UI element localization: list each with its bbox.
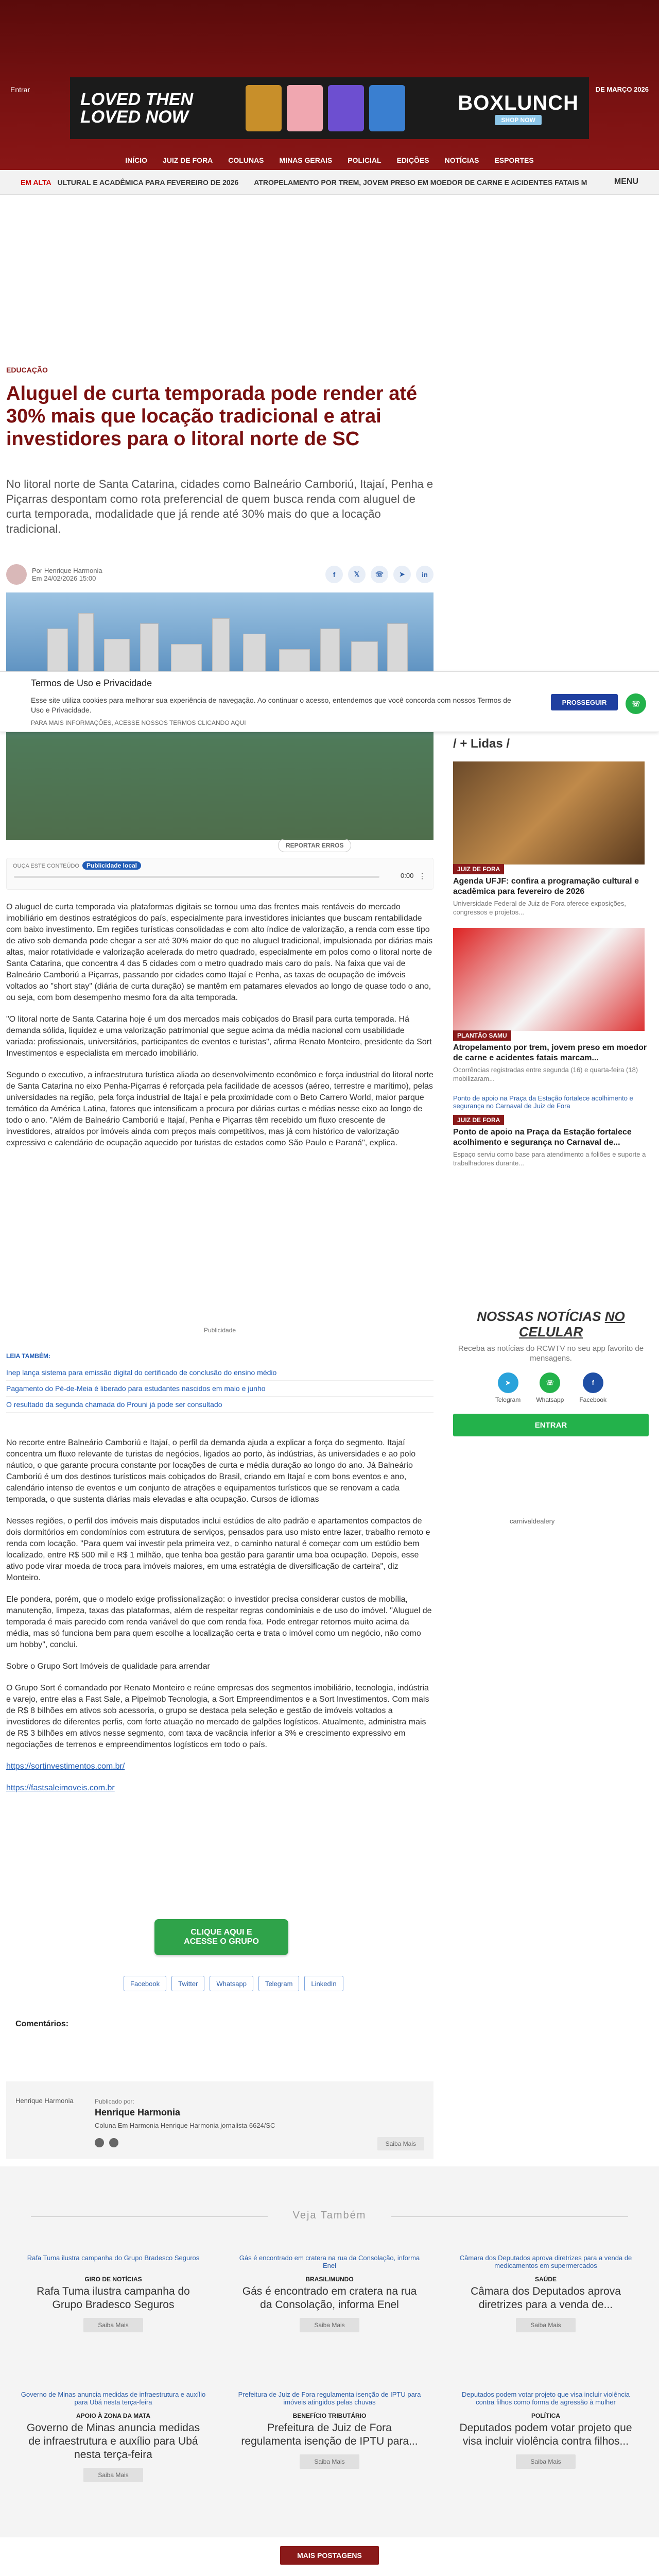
- see-also-card[interactable]: [21, 2254, 206, 2332]
- related-title: LEIA TAMBÉM:: [6, 1352, 50, 1360]
- app-telegram[interactable]: [495, 1372, 521, 1403]
- see-also-card[interactable]: [453, 2254, 638, 2332]
- most-read-card[interactable]: [453, 761, 649, 917]
- related-item[interactable]: Pagamento do Pé-de-Meia é liberado para estudantes nascidos em maio e junho: [6, 1381, 433, 1397]
- ad-figure: [328, 85, 364, 131]
- trending-ticker: [0, 170, 659, 195]
- card-sub: Ocorrências registradas entre segunda (16) e quarta-feira (18) mobilizaram...: [453, 1066, 638, 1082]
- card-more-button[interactable]: Saiba Mais: [300, 2454, 359, 2469]
- card-image-alt: Deputados podem votar projeto que visa incluir violência contra filhos como forma de agressão à mulher: [462, 2391, 630, 2406]
- most-read-heading: / + Lidas /: [453, 737, 510, 751]
- article-byline: [6, 562, 433, 587]
- whatsapp-group-label: CLIQUE AQUI E ACESSE O GRUPO: [184, 1928, 259, 1946]
- author-box: [6, 2081, 433, 2159]
- widget-apps: [453, 1372, 649, 1403]
- app-label: Whatsapp: [536, 1396, 564, 1403]
- audio-time: 0:00: [401, 872, 414, 879]
- paragraph: Nesses regiões, o perfil dos imóveis mais disputados inclui estúdios de alto padrão e apartamentos compactos de dois dormitórios em condomínios com estrutura de serviços, pensados para uso misto entre lazer, trabalho remoto e renda com locação. "Para quem vai investir pela primeira vez, o caminho natural é começar com um estúdio bem localizado, entre R$ 500 mil e R$ 1 milhão, que tenha boa gestão para garantir uma boa ocupação. Depois, esse ativo pode virar moeda de troca para imóveis maiores, em uma estratégia de diversificação de carteira", diz Monteiro.: [6, 1517, 430, 1582]
- cookie-body: Esse site utiliza cookies para melhorar sua experiência de navegação. Ao continuar o acesso, entendemos que você concorda com nossos Termos de Uso e Privacidade.: [31, 696, 511, 714]
- card-image-alt: Ponto de apoio na Praça da Estação fortalece acolhimento e segurança no Carnaval de Juiz de Fora: [453, 1094, 633, 1110]
- whatsapp-float-icon[interactable]: ☏: [626, 693, 646, 714]
- menu-button[interactable]: MENU: [614, 177, 638, 186]
- paragraph: No recorte entre Balneário Camboriú e Itajaí, o perfil da demanda ajuda a explicar a força do segmento. Itajaí concentra um fluxo relevante de turistas de negócios, ligados ao porto, às indústrias, às universidades e ao polo náutico, o que garante procura constante por locações de curta e média duração ao longo do ano. Já Balneário Camboriú é um dos destinos turísticos mais cobiçados do Brasil, criando em Itajaí e com bons eventos e ano, calendário intenso de eventos e um conjunto de atrações e equipamentos turísticos que se renovam a cada temporada, o que sustenta diárias mais elevadas e alta ocupação. Cursos de idiomas: [6, 1438, 416, 1504]
- card-title: Deputados podem votar projeto que visa incluir violência contra filhos...: [459, 2422, 632, 2447]
- cookie-accept-button[interactable]: PROSSEGUIR: [551, 694, 618, 710]
- nav-edicoes[interactable]: EDIÇÕES: [396, 156, 429, 164]
- ad-figure: [369, 85, 405, 131]
- social-icon[interactable]: [109, 2138, 118, 2147]
- card-more-button[interactable]: Saiba Mais: [300, 2318, 359, 2332]
- mobile-news-widget: [453, 1309, 649, 1436]
- card-category: POLÍTICA: [531, 2412, 560, 2419]
- nav-inicio[interactable]: INÍCIO: [125, 156, 148, 164]
- card-image-alt: Rafa Tuma ilustra campanha do Grupo Bradesco Seguros: [27, 2254, 200, 2262]
- article-lead: No litoral norte de Santa Catarina, cidades como Balneário Camboriú, Itajaí, Penha e Piçarras despontam como rota preferencial de quem busca renda com aluguel de curta temporada, modalidade que já rende até 30% mais do que a locação tradicional.: [6, 478, 433, 535]
- byline-text: [32, 567, 102, 582]
- see-also-card[interactable]: [21, 2391, 206, 2482]
- article-category[interactable]: EDUCAÇÃO: [6, 366, 48, 374]
- card-more-button[interactable]: Saiba Mais: [83, 2468, 143, 2482]
- share-telegram-button[interactable]: Telegram: [258, 1976, 299, 1991]
- share-whatsapp-button[interactable]: Whatsapp: [210, 1976, 253, 1991]
- card-title: Câmara dos Deputados aprova diretrizes para a venda de...: [471, 2285, 621, 2311]
- ad-line2: LOVED NOW: [80, 107, 188, 127]
- nav-minas-gerais[interactable]: MINAS GERAIS: [279, 156, 333, 164]
- card-image: [453, 761, 645, 865]
- app-facebook[interactable]: [579, 1372, 606, 1403]
- card-tag: JUIZ DE FORA: [453, 864, 504, 874]
- most-read-list: [453, 761, 649, 1179]
- see-also-card[interactable]: [237, 2254, 422, 2332]
- see-also-title: Veja Também: [292, 2210, 367, 2221]
- paragraph: O aluguel de curta temporada via plataformas digitais se tornou uma das frentes mais rentáveis do mercado imobiliário em destinos estratégicos do país, especialmente para investidores iniciantes que buscam rentabilidade com baixo investimento. Em regiões turísticas consolidadas e com alto índice de valorização, a renda com esse tipo de ativo sob demanda pode chegar a ser até 30% maior do que no aluguel tradicional, impulsionada por diárias mais altas, maior rotatividade e valorização acelerada do metro quadrado, especialmente em polos como o litoral norte de Santa Catarina, que concentra 4 das 5 cidades com o metro quadrado mais caro do país. Na faixa que vai de Balneário Camboriú a Piçarras, passando por cidades como Itajaí e Penha, as taxas de ocupação de imóveis voltados ao "short stay" (diária de curta duração) se mantêm em patamares elevados ao longo de quase todo o ano, ou seja, com bom desempenho mesmo fora da alta temporada.: [6, 903, 433, 1002]
- card-more-button[interactable]: Saiba Mais: [516, 2318, 575, 2332]
- author-name[interactable]: Henrique Harmonia: [95, 2107, 181, 2117]
- related-links: [6, 1352, 433, 1413]
- share-icons: [325, 566, 433, 583]
- whatsapp-icon[interactable]: ☏: [371, 566, 388, 583]
- main-nav: [0, 150, 659, 170]
- card-category: BRASIL/MUNDO: [305, 2276, 354, 2283]
- cookie-title: Termos de Uso e Privacidade: [31, 678, 152, 688]
- nav-colunas[interactable]: COLUNAS: [228, 156, 264, 164]
- audio-label: [13, 861, 141, 870]
- byline-author: Por Henrique Harmonia: [32, 567, 102, 574]
- header-date: DE MARÇO 2026: [595, 86, 649, 93]
- widget-title-2: NO CELULAR: [518, 1309, 625, 1340]
- external-link[interactable]: https://sortinvestimentos.com.br/: [6, 1762, 125, 1771]
- card-category: APOIO À ZONA DA MATA: [76, 2412, 150, 2419]
- paragraph: Segundo o executivo, a infraestrutura turística aliada ao desenvolvimento econômico e força industrial do litoral norte de Santa Catarina no eixo Penha-Piçarras é reforçada pela facilidade de acessos (aéreo, terrestre e marítimo), pelas universidades na região, pela força industrial de Itajaí e pela proximidade com o Beto Carrero World, maior parque temático da América Latina, fatores que intensificam a procura por diárias curtas e médias nesse eixo ao longo de todo o ano. "Além de Balneário Camboriú e Itajaí, Penha e Piçarras têm recebido um fluxo crescente de investidores, atraídos por imóveis ainda com preços mais competitivos, mas já com histórico de valorização expressivo e calendário de ocupação aquecido por turistas de estados como São Paulo e Paraná", explica.: [6, 1071, 433, 1147]
- card-category: GIRO DE NOTÍCIAS: [84, 2276, 142, 2283]
- card-category: SAÚDE: [534, 2276, 557, 2283]
- article-body-2: [6, 1437, 433, 1804]
- ad-brand-block: [458, 92, 579, 125]
- audio-progress[interactable]: [14, 876, 379, 878]
- share-facebook-button[interactable]: Facebook: [124, 1976, 166, 1991]
- card-title: Atropelamento por trem, jovem preso em moedor de carne e acidentes fatais marcam...: [453, 1043, 647, 1062]
- linkedin-icon[interactable]: in: [416, 566, 433, 583]
- external-link[interactable]: https://fastsaleimoveis.com.br: [6, 1784, 115, 1792]
- card-title: Prefeitura de Juiz de Fora regulamenta isenção de IPTU para...: [241, 2422, 418, 2447]
- card-tag: PLANTÃO SAMU: [453, 1030, 511, 1041]
- telegram-icon: ➤: [498, 1372, 518, 1393]
- author-more-button[interactable]: Saiba Mais: [377, 2137, 424, 2150]
- sidebar-ad[interactable]: carnivaldealery: [510, 1517, 555, 1525]
- nav-esportes[interactable]: ESPORTES: [494, 156, 534, 164]
- see-also-card[interactable]: [453, 2391, 638, 2469]
- report-error-button[interactable]: REPORTAR ERROS: [278, 839, 351, 852]
- widget-enter-button[interactable]: ENTRAR: [453, 1414, 649, 1436]
- card-title: Gás é encontrado em cratera na rua da Consolação, informa Enel: [242, 2285, 417, 2311]
- paragraph: O Grupo Sort é comandado por Renato Monteiro e reúne empresas dos segmentos imobiliário, tecnologia, indústria e varejo, entre elas a Fast Sale, a Pipelmob Tecnologia, a Sort Empreendimentos e a Sort Investimentos. Com mais de R$ 8 bilhões em ativos sob acessoria, o grupo se destaca pela seleção e gestão de imóveis voltados a investidores de diferentes perfis, com forte atuação no mercado de galpões logísticos. Atualmente, administra mais de R$ 3 bilhões em ativos nesse segmento, com taxa de vacância inferior a 3% e crescimento expressivo em negociações de terrenos e empreendimentos logísticos em todo o país.: [6, 1684, 429, 1749]
- related-item[interactable]: O resultado da segunda chamada do Prouni já pode ser consultado: [6, 1397, 433, 1413]
- article-actions: [278, 839, 351, 852]
- most-read-card[interactable]: [453, 928, 649, 1083]
- article-body: [6, 902, 433, 1159]
- author-by: Publicado por:: [95, 2098, 134, 2105]
- most-read-card[interactable]: [453, 1094, 649, 1167]
- comments-title: Comentários:: [15, 2020, 69, 2028]
- ad-label: Publicidade: [203, 1327, 236, 1334]
- share-buttons: [124, 1976, 343, 1991]
- ad-figures: [246, 85, 405, 131]
- whatsapp-icon: ☏: [540, 1372, 560, 1393]
- card-sub: Espaço serviu como base para atendimento a foliões e suporte a trabalhadores durante...: [453, 1150, 646, 1167]
- byline-date: Em 24/02/2026 15:00: [32, 574, 96, 582]
- see-also-card[interactable]: [237, 2391, 422, 2469]
- share-linkedin-button[interactable]: LinkedIn: [304, 1976, 343, 1991]
- widget-title: [453, 1309, 649, 1340]
- login-link[interactable]: Entrar: [10, 86, 30, 94]
- widget-sub: Receba as notícias do RCWTV no seu app favorito de mensagens.: [458, 1344, 644, 1363]
- nav-policial[interactable]: POLICIAL: [348, 156, 381, 164]
- card-title: Governo de Minas anuncia medidas de infraestrutura e auxílio para Ubá nesta terça-feira: [26, 2422, 200, 2461]
- card-more-button[interactable]: Saiba Mais: [83, 2318, 143, 2332]
- audio-badge: Publicidade local: [82, 861, 141, 870]
- trending-label: EM ALTA: [21, 178, 51, 187]
- author-image: Henrique Harmonia: [15, 2097, 74, 2105]
- paragraph: "O litoral norte de Santa Catarina hoje é um dos mercados mais cobiçados do Brasil para curta temporada. Há demanda sólida, liquidez e uma valorização patrimonial que segue acima da média nacional com usabilidade variada: profissionais, universitários, participantes de eventos e turistas", afirma Renato Monteiro, presidente da Sort Investimentos e especialista em mercado imobiliário.: [6, 1015, 432, 1058]
- ad-slogan: [80, 91, 193, 126]
- see-also-section: [0, 2166, 659, 2537]
- card-more-button[interactable]: Saiba Mais: [516, 2454, 575, 2469]
- card-image-alt: Câmara dos Deputados aprova diretrizes para a venda de medicamentos em supermercados: [459, 2254, 632, 2269]
- paragraph: Ele pondera, porém, que o modelo exige profissionalização: o investidor precisa considerar custos de mobília, manutenção, limpeza, taxas das plataformas, além de respeitar regras condominiais e de uso do imóvel. "Aluguel de temporada é mais parecido com renda variável do que com renda fixa. Pode entregar retornos muito acima da média, mas só funciona bem para quem escolhe a localização certa e trata o imóvel como um negócio, não como um hobby", conclui.: [6, 1595, 432, 1649]
- ticker-item[interactable]: ATROPELAMENTO POR TREM, JOVEM PRESO EM MOEDOR DE CARNE E ACIDENTES FATAIS M: [254, 178, 587, 187]
- ticker-item[interactable]: ULTURAL E ACADÊMICA PARA FEVEREIRO DE 2026: [57, 178, 239, 187]
- card-image-alt: Governo de Minas anuncia medidas de infraestrutura e auxílio para Ubá nesta terça-feira: [21, 2391, 206, 2406]
- audio-label-text: OUÇA ESTE CONTEÚDO: [13, 863, 79, 869]
- card-image-alt: Gás é encontrado em cratera na rua da Consolação, informa Enel: [239, 2254, 420, 2269]
- author-social: [95, 2138, 118, 2147]
- card-title: Agenda UFJF: confira a programação cultural e acadêmica para fevereiro de 2026: [453, 877, 639, 896]
- social-icon[interactable]: [95, 2138, 104, 2147]
- twitter-icon[interactable]: 𝕏: [348, 566, 366, 583]
- card-image-alt: Prefeitura de Juiz de Fora regulamenta isenção de IPTU para imóveis atingidos pelas chuvas: [238, 2391, 421, 2406]
- ad-line1: LOVED THEN: [80, 90, 194, 109]
- ad-banner[interactable]: [70, 77, 589, 139]
- audio-player: [6, 858, 433, 890]
- more-posts-button[interactable]: MAIS POSTAGENS: [280, 2546, 379, 2565]
- card-sub: Universidade Federal de Juiz de Fora oferece exposições, congressos e projetos...: [453, 900, 627, 916]
- widget-title-1: NOSSAS NOTÍCIAS: [477, 1309, 601, 1324]
- nav-noticias[interactable]: NOTÍCIAS: [444, 156, 479, 164]
- app-whatsapp[interactable]: [536, 1372, 564, 1403]
- app-label: Telegram: [495, 1396, 521, 1403]
- author-desc: Coluna Em Harmonia Henrique Harmonia jornalista 6624/SC: [95, 2122, 275, 2129]
- cookie-banner: [0, 671, 659, 732]
- ad-figure: [287, 85, 323, 131]
- card-tag: JUIZ DE FORA: [453, 1115, 504, 1125]
- whatsapp-group-button[interactable]: [154, 1919, 288, 1955]
- card-title: Ponto de apoio na Praça da Estação fortalece acolhimento e segurança no Carnaval de...: [453, 1128, 632, 1147]
- facebook-icon[interactable]: f: [325, 566, 343, 583]
- facebook-icon: f: [583, 1372, 603, 1393]
- avatar: [6, 564, 27, 585]
- telegram-icon[interactable]: ➤: [393, 566, 411, 583]
- card-category: BENEFÍCIO TRIBUTÁRIO: [292, 2412, 367, 2419]
- app-label: Facebook: [579, 1396, 607, 1403]
- paragraph: Sobre o Grupo Sort Imóveis de qualidade para arrendar: [6, 1662, 210, 1671]
- ad-figure: [246, 85, 282, 131]
- share-twitter-button[interactable]: Twitter: [171, 1976, 204, 1991]
- ad-cta-button[interactable]: SHOP NOW: [495, 115, 541, 125]
- card-image: [453, 928, 645, 1031]
- related-item[interactable]: Inep lança sistema para emissão digital do certificado de conclusão do ensino médio: [6, 1365, 433, 1381]
- nav-juiz-de-fora[interactable]: JUIZ DE FORA: [163, 156, 213, 164]
- article-title: Aluguel de curta temporada pode render até 30% mais que locação tradicional e atrai investidores para o litoral norte de SC: [6, 383, 418, 450]
- cookie-terms-link[interactable]: PARA MAIS INFORMAÇÕES, ACESSE NOSSOS TERMOS CLICANDO AQUI: [31, 719, 246, 726]
- ad-brand: BOXLUNCH: [458, 91, 579, 114]
- more-icon[interactable]: ⋮: [419, 872, 426, 880]
- card-title: Rafa Tuma ilustra campanha do Grupo Bradesco Seguros: [37, 2285, 190, 2311]
